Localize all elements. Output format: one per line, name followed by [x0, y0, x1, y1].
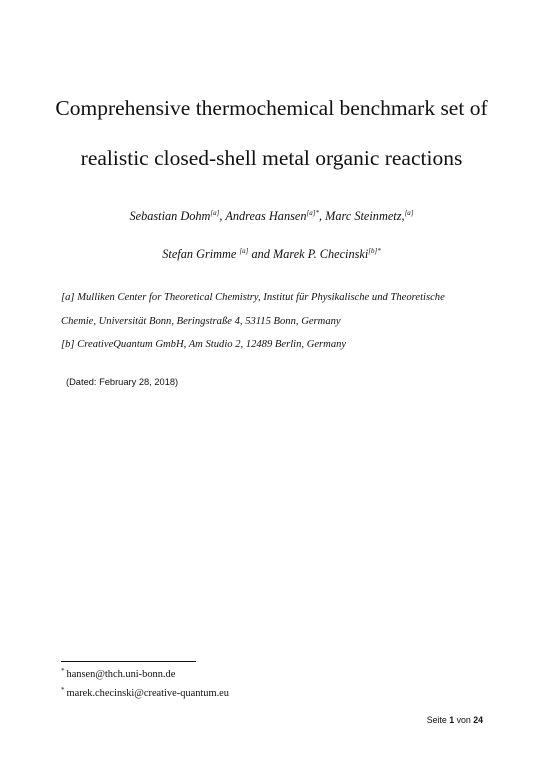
page-number-middle: von — [454, 715, 474, 725]
author-name: Sebastian Dohm — [129, 209, 211, 223]
author-name: Andreas Hansen — [225, 209, 307, 223]
author-line-1 — [0, 209, 543, 224]
footnote-mark: * — [61, 686, 65, 694]
author-separator: , — [219, 209, 226, 223]
title-line-2: realistic closed-shell metal organic reactions — [80, 146, 463, 170]
author-name: Marc Steinmetz, — [325, 209, 405, 223]
author-affiliation-mark: [b]* — [368, 247, 381, 255]
affiliation-line-1: [a] Mulliken Center for Theoretical Chemistry, Institut für Physikalische und Theoretische — [61, 292, 445, 303]
author-name: Stefan Grimme — [162, 247, 240, 261]
author-affiliation-mark: [a] — [210, 209, 220, 217]
author-affiliation-mark: [a] — [239, 247, 249, 255]
footnote-mark: * — [61, 667, 65, 675]
footnote-2 — [61, 688, 229, 699]
author-affiliation-mark: [a]* — [306, 209, 319, 217]
author-separator: , — [318, 209, 326, 223]
author-separator: and — [248, 247, 273, 261]
footnote-1 — [61, 669, 175, 680]
footnote-divider — [61, 661, 196, 662]
page-number-prefix: Seite — [426, 715, 450, 725]
author-name: Marek P. Checinski — [273, 247, 369, 261]
dated-line: (Dated: February 28, 2018) — [66, 377, 179, 387]
page-number-current: 1 — [449, 715, 455, 725]
title-line-1: Comprehensive thermochemical benchmark set of — [55, 96, 488, 120]
page-number — [427, 715, 483, 725]
author-line-2 — [0, 247, 543, 262]
footnote-email: marek.checinski@creative-quantum.eu — [66, 688, 229, 699]
page-number-total: 24 — [473, 715, 483, 725]
affiliation-line-3: [b] CreativeQuantum GmbH, Am Studio 2, 12489 Berlin, Germany — [61, 339, 347, 350]
author-affiliation-mark: [a] — [404, 209, 414, 217]
affiliation-line-2: Chemie, Universität Bonn, Beringstraße 4, 53115 Bonn, Germany — [61, 316, 341, 327]
footnote-email: hansen@thch.uni-bonn.de — [66, 669, 176, 680]
